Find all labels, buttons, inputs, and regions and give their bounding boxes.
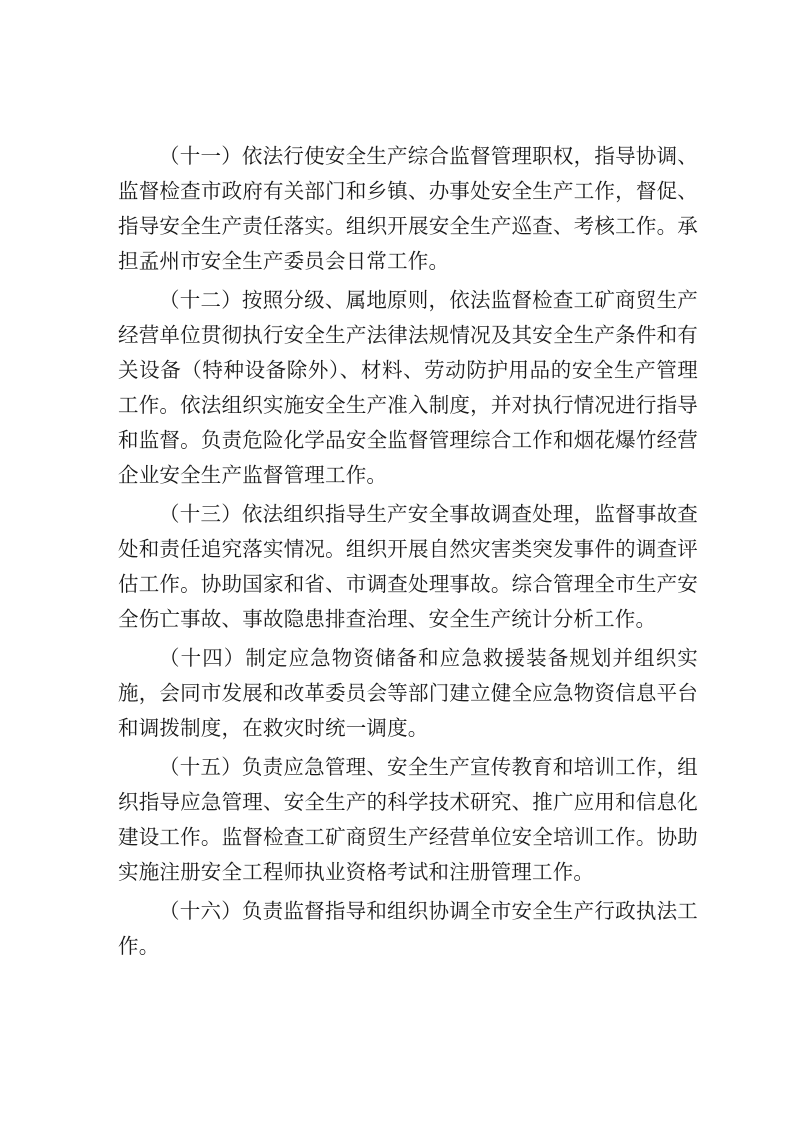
paragraph-11: （十一）依法行使安全生产综合监督管理职权，指导协调、监督检查市政府有关部门和乡镇、办事处安全生产工作，督促、指导安全生产责任落实。组织开展安全生产巡查、考核工作。承担孟州市安全生产委员会日常工作。 — [118, 144, 698, 273]
paragraph-16: （十六）负责监督指导和组织协调全市安全生产行政执法工作。 — [118, 899, 698, 958]
paragraph-13: （十三）依法组织指导生产安全事故调查处理，监督事故查处和责任追究落实情况。组织开展自然灾害类突发事件的调查评估工作。协助国家和省、市调查处理事故。综合管理全市生产安全伤亡事故、事故隐患排查治理、安全生产统计分析工作。 — [118, 502, 698, 631]
paragraph-12: （十二）按照分级、属地原则，依法监督检查工矿商贸生产经营单位贯彻执行安全生产法律法规情况及其安全生产条件和有关设备（特种设备除外）、材料、劳动防护用品的安全生产管理工作。依法组织实施安全生产准入制度，并对执行情况进行指导和监督。负责危险化学品安全监督管理综合工作和烟花爆竹经营企业安全生产监督管理工作。 — [118, 288, 698, 487]
document-body — [118, 139, 698, 968]
paragraph-15: （十五）负责应急管理、安全生产宣传教育和培训工作，组织指导应急管理、安全生产的科学技术研究、推广应用和信息化建设工作。监督检查工矿商贸生产经营单位安全培训工作。协助实施注册安全工程师执业资格考试和注册管理工作。 — [118, 755, 698, 884]
paragraph-14: （十四）制定应急物资储备和应急救援装备规划并组织实施，会同市发展和改革委员会等部门建立健全应急物资信息平台和调拨制度，在救灾时统一调度。 — [118, 646, 698, 740]
